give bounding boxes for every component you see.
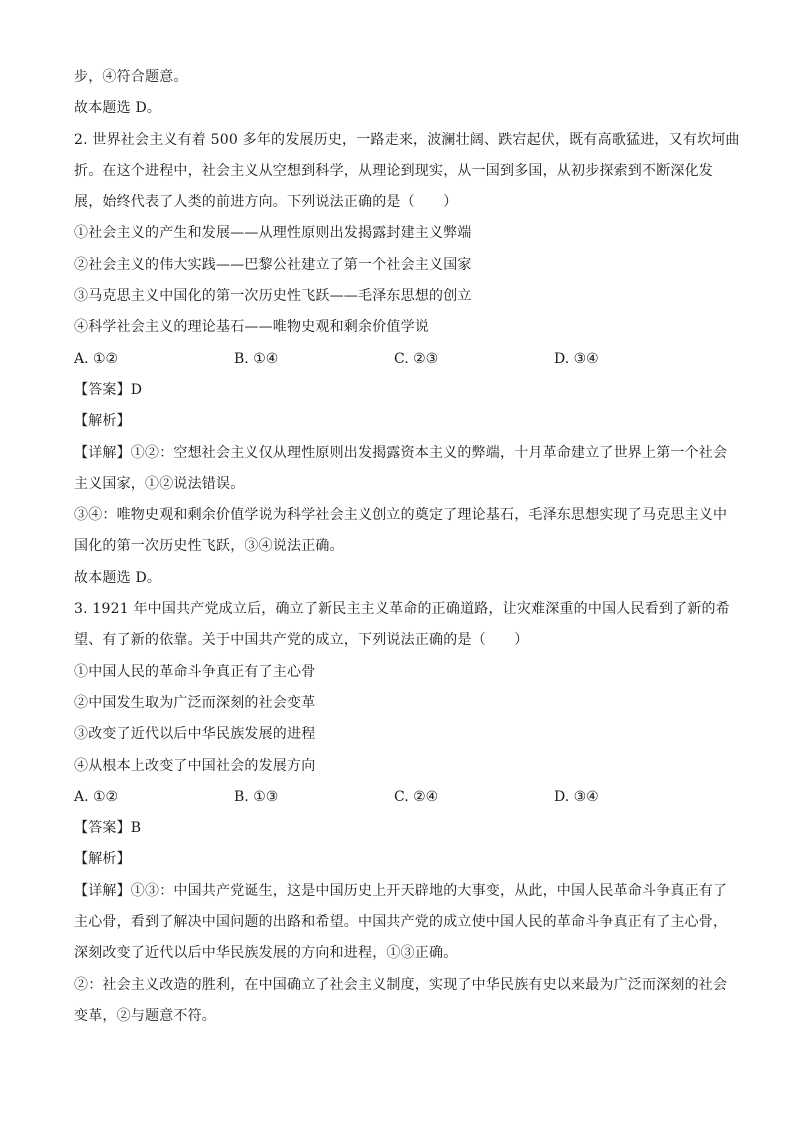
prev-conclusion: 故本题选 D。 [74, 100, 162, 117]
q3-analysis-label: 【解析】 [74, 851, 131, 868]
q3-answer: 【答案】B [74, 820, 142, 837]
q3-detail-line-2: 主心骨，看到了解决中国问题的出路和希望。中国共产党的成立使中国人民的革命斗争真正有了主心骨， [74, 914, 728, 931]
q2-statement-1: ①社会主义的产生和发展——从理性原则出发揭露封建主义弊端 [74, 225, 472, 242]
q2-stem-line-1: 2. 世界社会主义有着 500 多年的发展历史，一路走来，波澜壮阔、跌宕起伏，既有高歌猛进，又有坎坷曲 [74, 131, 740, 148]
q2-option-d: D. ③④ [554, 350, 599, 367]
prev-answer-tail: 步，④符合题意。 [74, 69, 188, 85]
q2-detail-line-1: 【详解】①②：空想社会主义仅从理性原则出发揭露资本主义的弊端，十月革命建立了世界上第一个社会 [74, 444, 728, 461]
q3-detail-line-4: ②：社会主义改造的胜利，在中国确立了社会主义制度，实现了中华民族有史以来最为广泛而深刻的社会 [74, 976, 728, 993]
q3-option-d: D. ③④ [554, 788, 599, 805]
q3-statement-4: ④从根本上改变了中国社会的发展方向 [74, 757, 316, 774]
q2-option-a: A. ①② [74, 350, 119, 367]
q2-statement-3: ③马克思主义中国化的第一次历史性飞跃——毛泽东思想的创立 [74, 288, 472, 305]
q3-statement-2: ②中国发生取为广泛而深刻的社会变革 [74, 694, 316, 711]
q3-option-c: C. ②④ [394, 788, 439, 805]
q2-answer: 【答案】D [74, 381, 143, 398]
q2-statement-2: ②社会主义的伟大实践——巴黎公社建立了第一个社会主义国家 [74, 256, 472, 273]
q3-statement-1: ①中国人民的革命斗争真正有了主心骨 [74, 663, 316, 680]
q3-options [74, 782, 724, 813]
document-page [74, 62, 740, 1032]
q2-conclusion: 故本题选 D。 [74, 569, 162, 586]
q3-detail-line-3: 深刻改变了近代以后中华民族发展的方向和进程，①③正确。 [74, 945, 458, 962]
q2-detail-line-4: 国化的第一次历史性飞跃，③④说法正确。 [74, 538, 344, 555]
q2-statement-4: ④科学社会主义的理论基石——唯物史观和剩余价值学说 [74, 319, 429, 336]
q3-option-a: A. ①② [74, 788, 119, 805]
q2-option-b: B. ①④ [234, 350, 279, 367]
q2-stem-line-3: 展，始终代表了人类的前进方向。下列说法正确的是（ ） [74, 194, 458, 211]
q2-detail-line-3: ③④：唯物史观和剩余价值学说为科学社会主义创立的奠定了理论基石，毛泽东思想实现了马克思主义中 [74, 507, 728, 524]
q2-option-c: C. ②③ [394, 350, 439, 367]
q3-option-b: B. ①③ [234, 788, 279, 805]
q2-analysis-label: 【解析】 [74, 413, 131, 430]
q2-stem-line-2: 折。在这个进程中，社会主义从空想到科学，从理论到现实，从一国到多国，从初步探索到不断深化发 [74, 162, 713, 179]
q3-statement-3: ③改变了近代以后中华民族发展的进程 [74, 726, 316, 743]
q3-detail-line-1: 【详解】①③：中国共产党诞生，这是中国历史上开天辟地的大事变，从此，中国人民革命斗争真正有了 [74, 882, 728, 899]
q2-detail-line-2: 主义国家，①②说法错误。 [74, 475, 245, 492]
q3-stem-line-2: 望、有了新的依靠。关于中国共产党的成立，下列说法正确的是（ ） [74, 632, 529, 649]
q3-detail-line-5: 变革，②与题意不符。 [74, 1007, 216, 1024]
q2-options [74, 344, 724, 375]
q3-stem-line-1: 3. 1921 年中国共产党成立后，确立了新民主主义革命的正确道路，让灾难深重的中国人民看到了新的希 [74, 601, 730, 618]
